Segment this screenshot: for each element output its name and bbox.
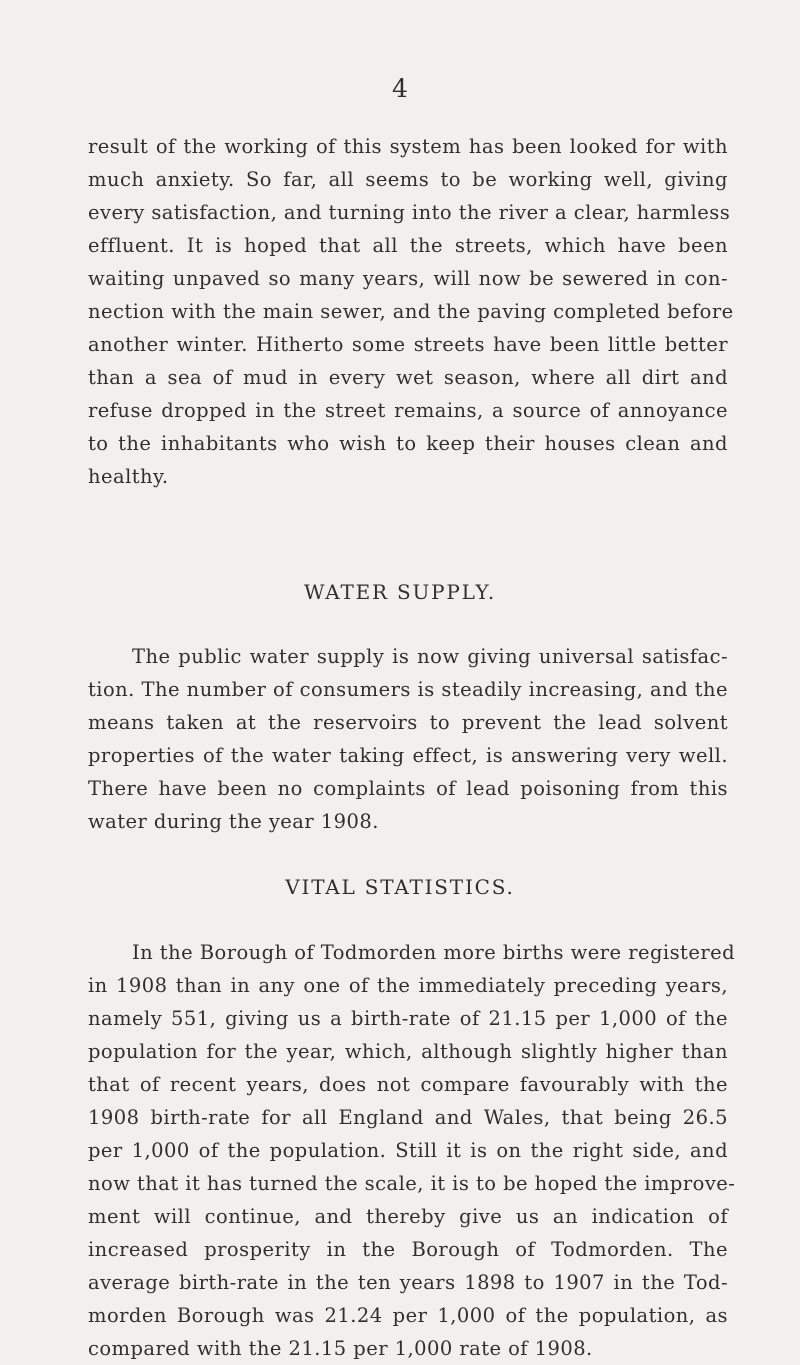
text-line: 1908 birth-rate for all England and Wales, that being 26.5: [88, 1106, 728, 1129]
paragraph-vital-statistics: [88, 936, 736, 1365]
text-line: water during the year 1908.: [88, 810, 379, 833]
paragraph-body: [88, 936, 736, 1365]
text-line: The public water supply is now giving universal satisfac-: [132, 645, 728, 668]
paragraph-sewerage: [88, 130, 734, 493]
text-line: refuse dropped in the street remains, a source of annoyance: [88, 399, 728, 422]
text-line: morden Borough was 21.24 per 1,000 of the population, as: [88, 1304, 728, 1327]
paragraph-body: [88, 640, 728, 838]
text-line: namely 551, giving us a birth-rate of 21.15 per 1,000 of the: [88, 1007, 728, 1030]
text-line: every satisfaction, and turning into the river a clear, harmless: [88, 201, 731, 224]
text-line: ment will continue, and thereby give us an indication of: [88, 1205, 728, 1228]
text-line: average birth-rate in the ten years 1898 to 1907 in the Tod-: [88, 1271, 728, 1294]
section-heading-vital-statistics: VITAL STATISTICS.: [285, 875, 515, 899]
section-heading-water-supply: WATER SUPPLY.: [303, 580, 497, 604]
text-line: compared with the 21.15 per 1,000 rate of 1908.: [88, 1337, 593, 1360]
text-line: properties of the water taking effect, is answering very well.: [88, 744, 728, 767]
text-line: healthy.: [88, 465, 169, 488]
paragraph-water-supply: [88, 640, 728, 838]
text-line: to the inhabitants who wish to keep their houses clean and: [88, 432, 728, 455]
page-number: 4: [392, 74, 408, 103]
text-line: another winter. Hitherto some streets have been little better: [88, 333, 728, 356]
text-line: per 1,000 of the population. Still it is on the right side, and: [88, 1139, 728, 1162]
text-line: now that it has turned the scale, it is to be hoped the improve-: [88, 1172, 736, 1195]
text-line: means taken at the reservoirs to prevent the lead solvent: [88, 711, 728, 734]
text-line: increased prosperity in the Borough of Todmorden. The: [88, 1238, 728, 1261]
text-line: in 1908 than in any one of the immediately preceding years,: [88, 974, 728, 997]
text-line: much anxiety. So far, all seems to be working well, giving: [88, 168, 728, 191]
text-line: waiting unpaved so many years, will now be sewered in con-: [88, 267, 728, 290]
text-line: population for the year, which, although slightly higher than: [88, 1040, 728, 1063]
text-line: effluent. It is hoped that all the streets, which have been: [88, 234, 728, 257]
text-line: that of recent years, does not compare favourably with the: [88, 1073, 728, 1096]
text-line: tion. The number of consumers is steadily increasing, and the: [88, 678, 728, 701]
paragraph-body: [88, 130, 734, 493]
text-line: In the Borough of Todmorden more births were registered: [132, 941, 736, 964]
text-line: There have been no complaints of lead poisoning from this: [88, 777, 728, 800]
text-line: result of the working of this system has been looked for with: [88, 135, 728, 158]
text-line: nection with the main sewer, and the paving completed before: [88, 300, 734, 323]
text-line: than a sea of mud in every wet season, where all dirt and: [88, 366, 728, 389]
